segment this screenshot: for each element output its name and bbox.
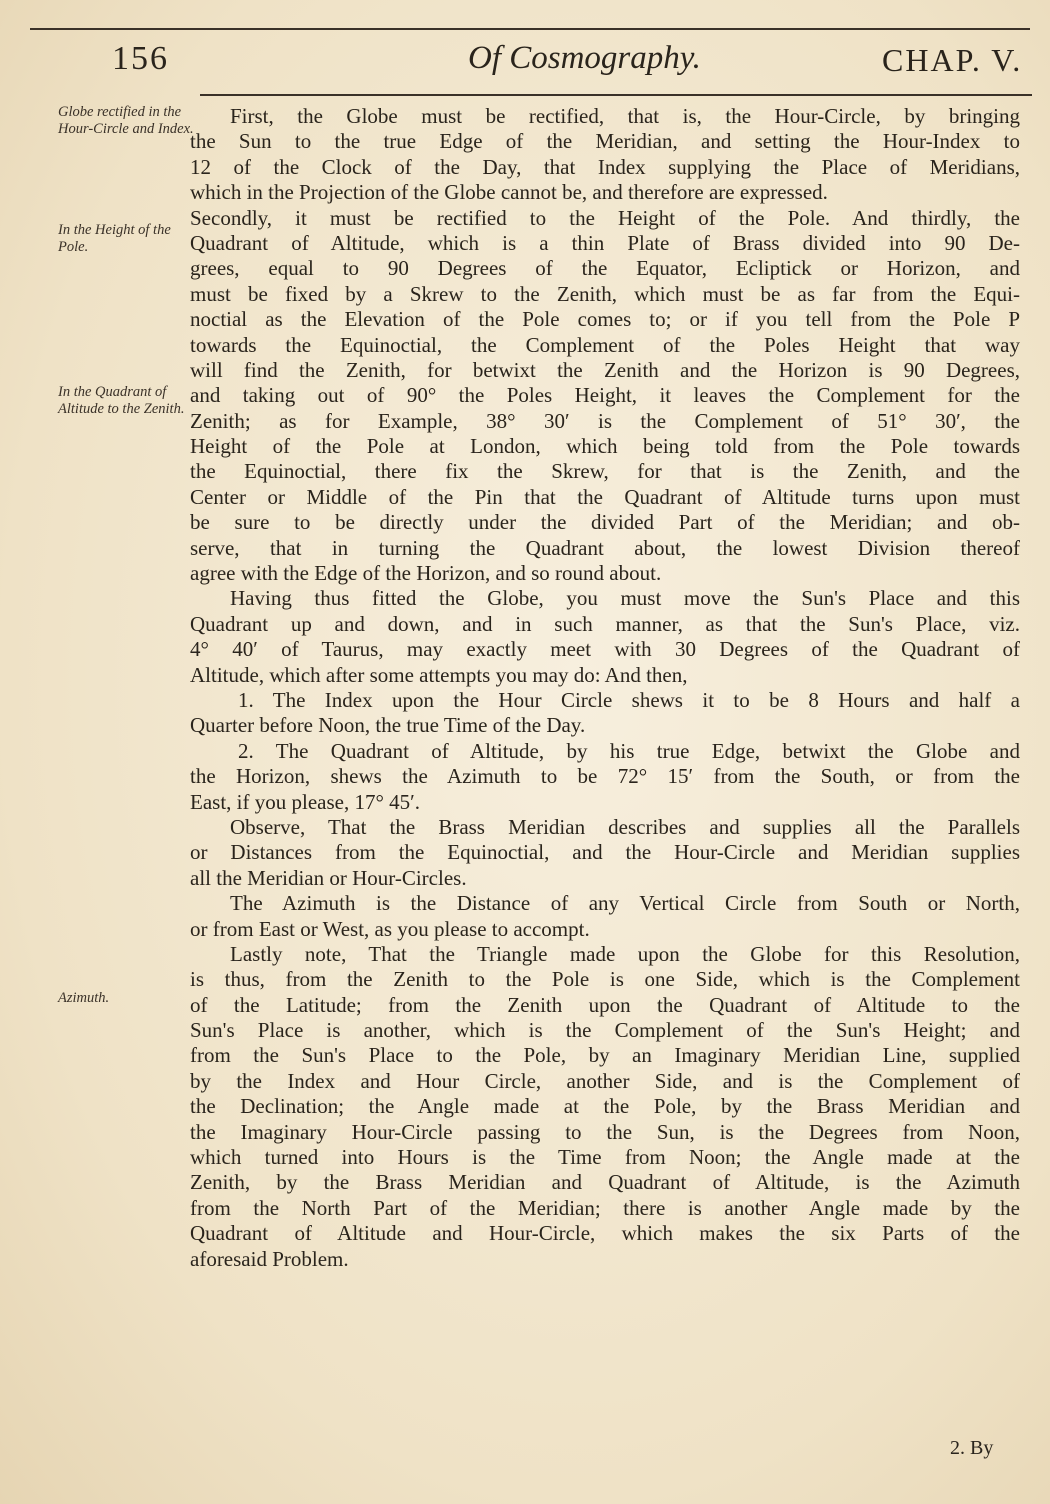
margin-note: Globe rectified in the Hour-Circle and Index. <box>58 104 194 137</box>
text-line: 1. The Index upon the Hour Circle shews it to be 8 Hours and half a <box>238 687 1020 712</box>
text-line: Quadrant of Altitude, which is a thin Plate of Brass divided into 90 De- <box>190 230 1020 255</box>
text-line: of the Latitude; from the Zenith upon the Quadrant of Altitude to the <box>190 992 1020 1017</box>
text-line: 12 of the Clock of the Day, that Index supplying the Place of Meridians, <box>190 154 1020 179</box>
text-line: or from East or West, as you please to accompt. <box>190 916 590 941</box>
text-line: the Declination; the Angle made at the Pole, by the Brass Meridian and <box>190 1094 1020 1119</box>
text-line: The Azimuth is the Distance of any Vertical Circle from South or North, <box>230 891 1020 916</box>
text-line: aforesaid Problem. <box>190 1246 349 1271</box>
text-line: Height of the Pole at London, which being told from the Pole towards <box>190 434 1020 459</box>
text-line: Quadrant up and down, and in such manner, as that the Sun's Place, viz. <box>190 611 1020 636</box>
text-line: all the Meridian or Hour-Circles. <box>190 865 467 890</box>
text-line: Observe, That the Brass Meridian describes and supplies all the Parallels <box>230 814 1020 839</box>
text-line: Quadrant of Altitude and Hour-Circle, which makes the six Parts of the <box>190 1221 1020 1246</box>
text-line: Having thus fitted the Globe, you must move the Sun's Place and this <box>230 586 1020 611</box>
text-line: 2. The Quadrant of Altitude, by his true Edge, betwixt the Globe and <box>238 738 1020 763</box>
header-rule <box>200 94 1032 96</box>
text-line: grees, equal to 90 Degrees of the Equator, Ecliptick or Horizon, and <box>190 256 1020 281</box>
text-line: Altitude, which after some attempts you may do: And then, <box>190 662 688 687</box>
text-line: the Equinoctial, there fix the Skrew, for that is the Zenith, and the <box>190 459 1020 484</box>
text-line: noctial as the Elevation of the Pole comes to; or if you tell from the Pole P <box>190 307 1020 332</box>
text-line: Sun's Place is another, which is the Complement of the Sun's Height; and <box>190 1018 1020 1043</box>
catchword: 2. By <box>950 1437 994 1459</box>
text-line: the Horizon, shews the Azimuth to be 72° 15′ from the South, or from the <box>190 764 1020 789</box>
text-line: or Distances from the Equinoctial, and the Hour-Circle and Meridian supplies <box>190 840 1020 865</box>
margin-note: In the Quadrant of Altitude to the Zenith. <box>58 384 185 417</box>
text-line: East, if you please, 17° 45′. <box>190 789 420 814</box>
text-line: First, the Globe must be rectified, that is, the Hour-Circle, by bringing <box>230 104 1020 128</box>
text-line: Center or Middle of the Pin that the Quadrant of Altitude turns upon must <box>190 484 1020 509</box>
text-line: Zenith; as for Example, 38° 30′ is the Complement of 51° 30′, the <box>190 408 1020 433</box>
text-line: which in the Projection of the Globe cannot be, and therefore are expressed. <box>190 180 828 205</box>
margin-notes <box>58 100 208 1400</box>
text-line: be sure to be directly under the divided Part of the Meridian; and ob- <box>190 510 1020 535</box>
text-line: Zenith, by the Brass Meridian and Quadrant of Altitude, is the Azimuth <box>190 1170 1020 1195</box>
text-line: which turned into Hours is the Time from Noon; the Angle made at the <box>190 1145 1020 1170</box>
text-line: Quarter before Noon, the true Time of the Day. <box>190 713 586 738</box>
margin-note: Azimuth. <box>58 990 110 1006</box>
text-line: towards the Equinoctial, the Complement of the Poles Height that way <box>190 332 1020 357</box>
text-line: is thus, from the Zenith to the Pole is one Side, which is the Complement <box>190 967 1020 992</box>
page-number: 156 <box>112 40 169 77</box>
text-line: agree with the Edge of the Horizon, and so round about. <box>190 561 662 586</box>
text-line: 4° 40′ of Taurus, may exactly meet with 30 Degrees of the Quadrant of <box>190 637 1020 662</box>
page-header <box>0 38 1050 88</box>
text-line: from the Sun's Place to the Pole, by an Imaginary Meridian Line, supplied <box>190 1043 1020 1068</box>
top-rule <box>30 28 1030 30</box>
running-title: Of Cosmography. <box>468 40 701 76</box>
text-line: Secondly, it must be rectified to the Height of the Pole. And thirdly, the <box>190 205 1020 230</box>
margin-note: In the Height of the Pole. <box>58 222 171 255</box>
text-line: and taking out of 90° the Poles Height, it leaves the Complement for the <box>190 383 1020 408</box>
body-text <box>190 104 1020 1272</box>
text-line: must be fixed by a Skrew to the Zenith, which must be as far from the Equi- <box>190 281 1020 306</box>
text-line: Lastly note, That the Triangle made upon the Globe for this Resolution, <box>230 941 1020 966</box>
text-line: by the Index and Hour Circle, another Side, and is the Complement of <box>190 1068 1020 1093</box>
text-line: the Sun to the true Edge of the Meridian, and setting the Hour-Index to <box>190 129 1020 154</box>
text-line: from the North Part of the Meridian; there is another Angle made by the <box>190 1195 1020 1220</box>
text-line: serve, that in turning the Quadrant about, the lowest Division thereof <box>190 535 1020 560</box>
text-line: the Imaginary Hour-Circle passing to the Sun, is the Degrees from Noon, <box>190 1119 1020 1144</box>
chapter-label: CHAP. V. <box>882 42 1023 78</box>
text-line: will find the Zenith, for betwixt the Zenith and the Horizon is 90 Degrees, <box>190 357 1020 382</box>
